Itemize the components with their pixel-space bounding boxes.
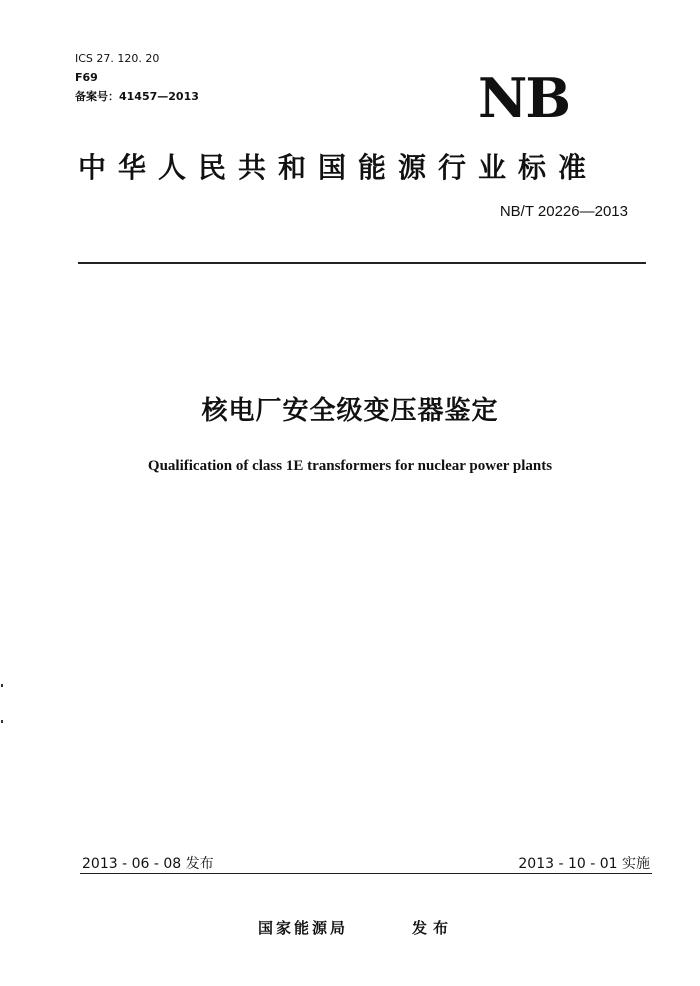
scan-edge-mark xyxy=(1,720,3,723)
standard-category-title: 中华人民共和国能源行业标准 xyxy=(78,151,599,184)
implementation-date: 2013 - 10 - 01 实施 xyxy=(518,856,650,872)
document-title-chinese: 核电厂安全级变压器鉴定 xyxy=(201,396,499,426)
nb-logo: NB xyxy=(478,66,570,130)
scan-edge-mark xyxy=(1,684,3,687)
ccs-code: F69 xyxy=(75,71,98,84)
header-divider xyxy=(78,262,646,264)
issue-date: 2013 - 06 - 08 发布 xyxy=(82,856,214,872)
standard-code: NB/T 20226—2013 xyxy=(499,203,628,220)
ics-code: ICS 27. 120. 20 xyxy=(75,52,160,65)
issuing-authority: 国家能源局 xyxy=(258,919,349,937)
registration-number: 备案号：41457—2013 xyxy=(75,90,199,103)
issue-label: 发布 xyxy=(412,919,455,937)
document-title-english: Qualification of class 1E transformers for nuclear power plants xyxy=(147,458,553,474)
footer-divider xyxy=(80,873,652,874)
